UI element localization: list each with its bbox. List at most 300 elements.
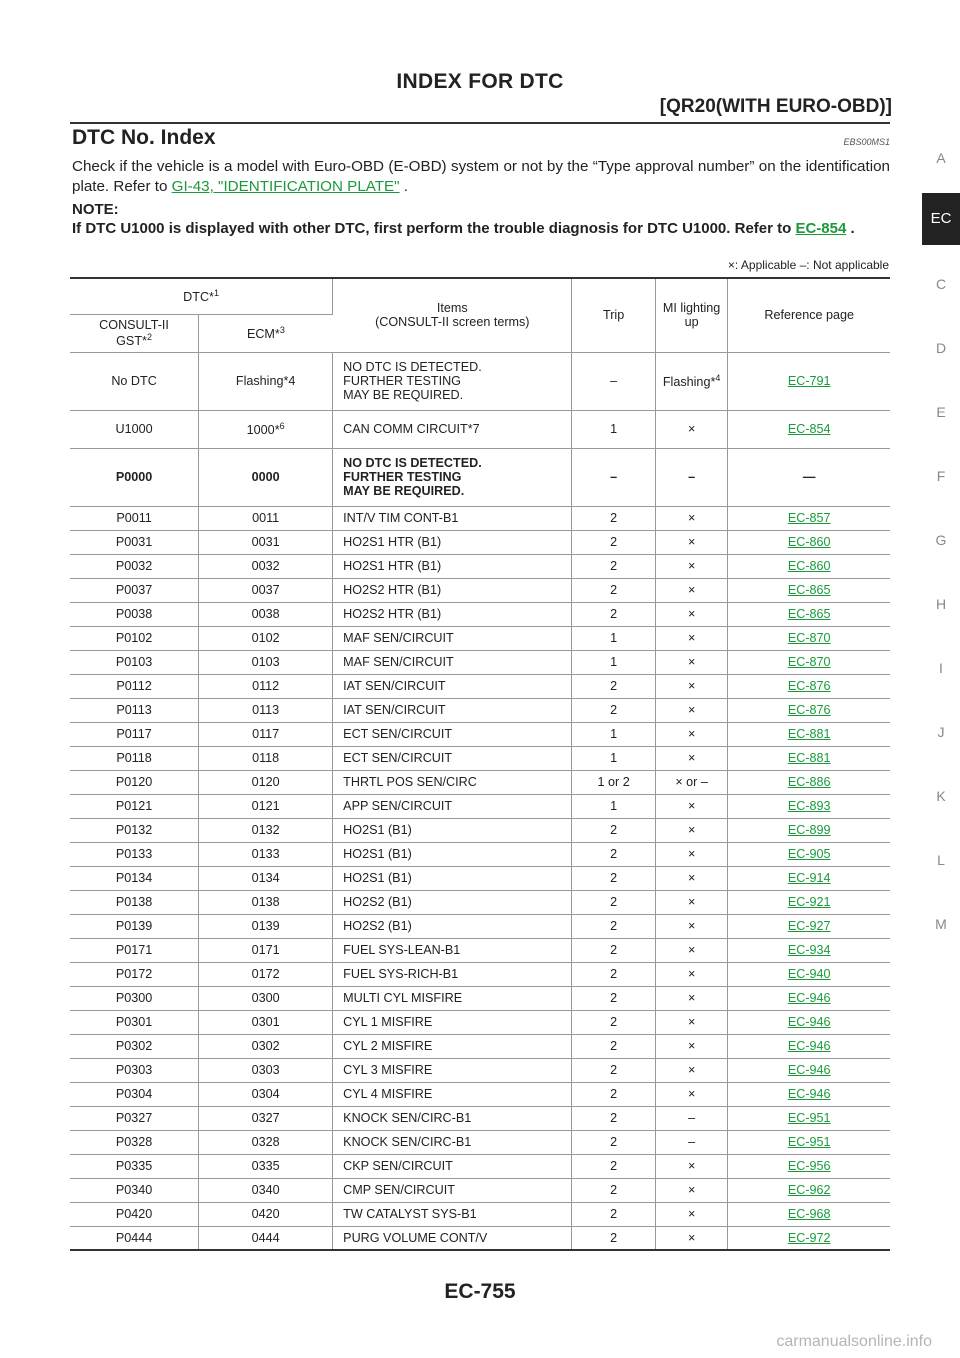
table-row	[70, 506, 890, 530]
cell-trip: 1	[572, 722, 655, 746]
cell-reference	[728, 1202, 890, 1226]
reference-link[interactable]: EC-865	[787, 607, 831, 621]
table-row	[70, 818, 890, 842]
cell-items: APP SEN/CIRCUIT	[333, 794, 572, 818]
cell-mi-lighting: ×	[655, 722, 728, 746]
cell-reference	[728, 842, 890, 866]
table-row	[70, 746, 890, 770]
cell-consult-gst: P0303	[70, 1058, 199, 1082]
cell-items: CYL 3 MISFIRE	[333, 1058, 572, 1082]
cell-mi-lighting: ×	[655, 986, 728, 1010]
page-header-title: INDEX FOR DTC	[396, 70, 564, 93]
cell-items: NO DTC IS DETECTED. FURTHER TESTING MAY BE REQUIRED.	[333, 448, 572, 506]
cell-trip: 2	[572, 602, 655, 626]
cell-ecm: 0134	[199, 866, 333, 890]
cell-ecm: 0300	[199, 986, 333, 1010]
cell-trip: 2	[572, 1130, 655, 1154]
cell-reference	[728, 722, 890, 746]
cell-trip: 2	[572, 1010, 655, 1034]
section-tab-ec[interactable]: EC	[922, 193, 960, 245]
reference-link[interactable]: EC-946	[787, 1039, 831, 1053]
cell-mi-lighting: ×	[655, 1010, 728, 1034]
cell-consult-gst: P0102	[70, 626, 199, 650]
cell-trip: 2	[572, 578, 655, 602]
reference-link[interactable]: EC-870	[787, 655, 831, 669]
table-row	[70, 986, 890, 1010]
section-tab-m[interactable]: M	[935, 916, 947, 932]
cell-items: CYL 4 MISFIRE	[333, 1082, 572, 1106]
cell-reference	[728, 1226, 890, 1250]
table-row	[70, 698, 890, 722]
reference-link[interactable]: EC-946	[787, 991, 831, 1005]
reference-link[interactable]: EC-968	[787, 1207, 831, 1221]
cell-consult-gst: P0301	[70, 1010, 199, 1034]
cell-reference	[728, 794, 890, 818]
cell-items: HO2S2 (B1)	[333, 914, 572, 938]
cell-items: IAT SEN/CIRCUIT	[333, 674, 572, 698]
table-row	[70, 554, 890, 578]
cell-consult-gst: P0132	[70, 818, 199, 842]
table-row	[70, 626, 890, 650]
cell-mi-lighting: –	[655, 1130, 728, 1154]
cell-items: HO2S1 (B1)	[333, 842, 572, 866]
cell-mi-lighting: ×	[655, 1082, 728, 1106]
cell-items: HO2S1 HTR (B1)	[333, 530, 572, 554]
reference-link[interactable]: EC-886	[787, 775, 831, 789]
reference-link[interactable]: EC-951	[787, 1111, 831, 1125]
cell-consult-gst: P0302	[70, 1034, 199, 1058]
note-tail: .	[846, 220, 855, 237]
cell-ecm: 0327	[199, 1106, 333, 1130]
reference-link[interactable]: EC-940	[787, 967, 831, 981]
cell-trip: 2	[572, 962, 655, 986]
table-row	[70, 1082, 890, 1106]
cell-mi-lighting: ×	[655, 410, 728, 448]
reference-link[interactable]: EC-962	[787, 1183, 831, 1197]
cell-consult-gst: P0103	[70, 650, 199, 674]
page-number: EC-755	[444, 1280, 516, 1303]
cell-trip: 2	[572, 698, 655, 722]
cell-trip: 2	[572, 842, 655, 866]
cell-ecm: 0302	[199, 1034, 333, 1058]
cell-reference	[728, 578, 890, 602]
cell-ecm: 0303	[199, 1058, 333, 1082]
cell-trip: 2	[572, 1178, 655, 1202]
cell-ecm: 0121	[199, 794, 333, 818]
cell-items: HO2S2 HTR (B1)	[333, 602, 572, 626]
cell-reference	[728, 1082, 890, 1106]
cell-items: KNOCK SEN/CIRC-B1	[333, 1106, 572, 1130]
reference-link[interactable]: EC-946	[787, 1015, 831, 1029]
cell-mi-lighting: ×	[655, 530, 728, 554]
cell-ecm: 0037	[199, 578, 333, 602]
table-row	[70, 890, 890, 914]
applicability-legend: ×: Applicable –: Not applicable	[727, 258, 889, 272]
cell-mi-lighting: ×	[655, 818, 728, 842]
cell-mi-lighting: ×	[655, 866, 728, 890]
intro-paragraph	[72, 157, 890, 197]
intro-tail: .	[399, 178, 409, 195]
table-row	[70, 1034, 890, 1058]
cell-reference	[728, 1178, 890, 1202]
cell-reference	[728, 818, 890, 842]
cell-mi-lighting: ×	[655, 914, 728, 938]
cell-reference	[728, 530, 890, 554]
table-row	[70, 602, 890, 626]
cell-ecm: 0000	[199, 448, 333, 506]
cell-mi-lighting: ×	[655, 842, 728, 866]
table-row	[70, 842, 890, 866]
cell-ecm: 0172	[199, 962, 333, 986]
header-trip: Trip	[572, 278, 655, 352]
table-row	[70, 1178, 890, 1202]
cell-consult-gst: P0120	[70, 770, 199, 794]
section-tab-i[interactable]: I	[939, 660, 943, 676]
header-mi-lighting: MI lighting up	[655, 278, 728, 352]
cell-items: ECT SEN/CIRCUIT	[333, 722, 572, 746]
header-items: Items (CONSULT-II screen terms)	[333, 278, 572, 352]
cell-mi-lighting: ×	[655, 746, 728, 770]
cell-items: HO2S1 HTR (B1)	[333, 554, 572, 578]
cell-consult-gst: P0117	[70, 722, 199, 746]
header-reference-page: Reference page	[728, 278, 890, 352]
reference-link[interactable]: EC-865	[787, 583, 831, 597]
cell-ecm: 0132	[199, 818, 333, 842]
cell-consult-gst: P0133	[70, 842, 199, 866]
cell-items: CYL 2 MISFIRE	[333, 1034, 572, 1058]
cell-reference	[728, 1130, 890, 1154]
cell-consult-gst: P0000	[70, 448, 199, 506]
cell-mi-lighting: ×	[655, 794, 728, 818]
cell-consult-gst: P0300	[70, 986, 199, 1010]
cell-trip: 2	[572, 986, 655, 1010]
cell-mi-lighting: ×	[655, 1154, 728, 1178]
cell-ecm: 0304	[199, 1082, 333, 1106]
cell-trip: 1	[572, 410, 655, 448]
cell-consult-gst: P0328	[70, 1130, 199, 1154]
cell-reference	[728, 352, 890, 410]
cell-consult-gst: P0172	[70, 962, 199, 986]
cell-trip: 1	[572, 746, 655, 770]
reference-link[interactable]: EC-893	[787, 799, 831, 813]
cell-items: NO DTC IS DETECTED. FURTHER TESTING MAY BE REQUIRED.	[333, 352, 572, 410]
cell-reference	[728, 1154, 890, 1178]
cell-items: HO2S1 (B1)	[333, 866, 572, 890]
cell-ecm: 0171	[199, 938, 333, 962]
cell-ecm: 0103	[199, 650, 333, 674]
cell-reference	[728, 602, 890, 626]
note-heading: NOTE:	[72, 201, 119, 218]
cell-items: PURG VOLUME CONT/V	[333, 1226, 572, 1250]
cell-items: HO2S2 (B1)	[333, 890, 572, 914]
cell-trip: 2	[572, 506, 655, 530]
cell-items: HO2S2 HTR (B1)	[333, 578, 572, 602]
cell-items: CKP SEN/CIRCUIT	[333, 1154, 572, 1178]
cell-mi-lighting: ×	[655, 674, 728, 698]
reference-link[interactable]: EC-946	[787, 1087, 831, 1101]
cell-trip: 2	[572, 1226, 655, 1250]
cell-reference	[728, 650, 890, 674]
note-text: If DTC U1000 is displayed with other DTC, first perform the trouble diagnosis for DTC U1000. Refer to	[72, 220, 796, 237]
section-tab-k[interactable]: K	[936, 788, 946, 804]
cell-ecm: 0032	[199, 554, 333, 578]
cell-reference	[728, 770, 890, 794]
cell-consult-gst: P0340	[70, 1178, 199, 1202]
cell-trip: 2	[572, 1202, 655, 1226]
section-tab-g[interactable]: G	[935, 532, 947, 548]
reference-link[interactable]: EC-951	[787, 1135, 831, 1149]
cell-reference	[728, 1034, 890, 1058]
cell-trip: 2	[572, 554, 655, 578]
cell-consult-gst: P0444	[70, 1226, 199, 1250]
reference-link[interactable]: EC-860	[787, 535, 831, 549]
cell-ecm: 0102	[199, 626, 333, 650]
cell-ecm: 0011	[199, 506, 333, 530]
cell-reference	[728, 698, 890, 722]
cell-reference	[728, 962, 890, 986]
note-ec-link[interactable]: EC-854	[795, 220, 847, 237]
cell-reference	[728, 1106, 890, 1130]
cell-ecm: 0112	[199, 674, 333, 698]
cell-trip: 2	[572, 1058, 655, 1082]
cell-items: CYL 1 MISFIRE	[333, 1010, 572, 1034]
cell-reference	[728, 866, 890, 890]
table-row	[70, 448, 890, 506]
cell-reference	[728, 1010, 890, 1034]
cell-trip: 1	[572, 650, 655, 674]
header-dtc: DTC*$^1$	[70, 278, 333, 314]
page-header-subtitle: [QR20(WITH EURO-OBD)]	[659, 96, 892, 117]
reference-link[interactable]: EC-854	[787, 422, 831, 436]
section-tab-f[interactable]: F	[936, 468, 946, 484]
cell-items: FUEL SYS-LEAN-B1	[333, 938, 572, 962]
cell-mi-lighting: Flashing*$^4$	[655, 352, 728, 410]
cell-consult-gst: P0171	[70, 938, 199, 962]
cell-ecm: 0113	[199, 698, 333, 722]
table-row	[70, 770, 890, 794]
cell-items: FUEL SYS-RICH-B1	[333, 962, 572, 986]
cell-ecm: Flashing*4	[199, 352, 333, 410]
cell-mi-lighting: ×	[655, 1202, 728, 1226]
cell-consult-gst: P0139	[70, 914, 199, 938]
section-tab-e[interactable]: E	[936, 404, 946, 420]
cell-ecm: 0340	[199, 1178, 333, 1202]
cell-trip: 1 or 2	[572, 770, 655, 794]
cell-mi-lighting: ×	[655, 938, 728, 962]
cell-items: IAT SEN/CIRCUIT	[333, 698, 572, 722]
section-title: DTC No. Index	[72, 126, 216, 149]
cell-mi-lighting: × or –	[655, 770, 728, 794]
cell-mi-lighting: ×	[655, 602, 728, 626]
cell-trip: 2	[572, 1106, 655, 1130]
reference-link[interactable]: EC-934	[787, 943, 831, 957]
cell-reference	[728, 1058, 890, 1082]
cell-reference	[728, 890, 890, 914]
reference-link[interactable]: EC-870	[787, 631, 831, 645]
table-row	[70, 674, 890, 698]
reference-link[interactable]: EC-881	[787, 751, 831, 765]
cell-items: TW CATALYST SYS-B1	[333, 1202, 572, 1226]
header-consult-gst: CONSULT-II GST*$^2$	[70, 314, 199, 352]
cell-ecm: 0117	[199, 722, 333, 746]
cell-trip: 2	[572, 938, 655, 962]
cell-ecm: 0301	[199, 1010, 333, 1034]
cell-consult-gst: P0011	[70, 506, 199, 530]
section-tab-h[interactable]: H	[935, 596, 947, 612]
table-row	[70, 650, 890, 674]
watermark: carmanualsonline.info	[776, 1333, 932, 1350]
cell-consult-gst: P0335	[70, 1154, 199, 1178]
cell-items: MAF SEN/CIRCUIT	[333, 650, 572, 674]
reference-link[interactable]: EC-876	[787, 703, 831, 717]
intro-text: Check if the vehicle is a model with Euro-OBD (E-OBD) system or not by the “Type approval number” on the identification plate. Refer to	[72, 158, 890, 195]
table-row	[70, 1106, 890, 1130]
identification-plate-link[interactable]: GI-43, "IDENTIFICATION PLATE"	[171, 178, 400, 195]
cell-ecm: 0031	[199, 530, 333, 554]
cell-ecm: 0138	[199, 890, 333, 914]
note-body	[72, 219, 890, 239]
table-row	[70, 530, 890, 554]
cell-ecm: 0420	[199, 1202, 333, 1226]
cell-mi-lighting: ×	[655, 1058, 728, 1082]
table-row	[70, 794, 890, 818]
cell-mi-lighting: ×	[655, 962, 728, 986]
cell-reference	[728, 506, 890, 530]
cell-items: CMP SEN/CIRCUIT	[333, 1178, 572, 1202]
cell-trip: 2	[572, 1154, 655, 1178]
table-row	[70, 410, 890, 448]
table-row	[70, 352, 890, 410]
cell-consult-gst: P0037	[70, 578, 199, 602]
table-row	[70, 1202, 890, 1226]
section-code: EBS00MS1	[843, 137, 890, 147]
table-row	[70, 962, 890, 986]
cell-consult-gst: P0138	[70, 890, 199, 914]
table-row	[70, 722, 890, 746]
cell-items: CAN COMM CIRCUIT*7	[333, 410, 572, 448]
cell-mi-lighting: –	[655, 1106, 728, 1130]
cell-consult-gst: P0118	[70, 746, 199, 770]
cell-trip: 2	[572, 530, 655, 554]
cell-items: KNOCK SEN/CIRC-B1	[333, 1130, 572, 1154]
reference-link[interactable]: EC-914	[787, 871, 831, 885]
reference-link[interactable]: EC-972	[787, 1230, 831, 1245]
cell-mi-lighting: ×	[655, 554, 728, 578]
cell-reference	[728, 746, 890, 770]
cell-mi-lighting: ×	[655, 650, 728, 674]
cell-reference	[728, 986, 890, 1010]
cell-items: INT/V TIM CONT-B1	[333, 506, 572, 530]
table-row	[70, 1130, 890, 1154]
table-row	[70, 1010, 890, 1034]
cell-items: MULTI CYL MISFIRE	[333, 986, 572, 1010]
reference-link[interactable]: EC-946	[787, 1063, 831, 1077]
cell-trip: 2	[572, 1034, 655, 1058]
reference-link[interactable]: EC-791	[787, 374, 831, 388]
reference-link[interactable]: EC-905	[787, 847, 831, 861]
cell-consult-gst: P0134	[70, 866, 199, 890]
cell-consult-gst: P0112	[70, 674, 199, 698]
cell-consult-gst: P0327	[70, 1106, 199, 1130]
cell-ecm: 0118	[199, 746, 333, 770]
dtc-index-table	[70, 277, 890, 1251]
section-tab-a[interactable]: A	[936, 150, 946, 166]
cell-items: HO2S1 (B1)	[333, 818, 572, 842]
cell-reference	[728, 554, 890, 578]
header-ecm: ECM*$^3$	[199, 314, 333, 352]
section-tab-j[interactable]: J	[937, 724, 945, 740]
reference-link[interactable]: EC-921	[787, 895, 831, 909]
cell-consult-gst: P0121	[70, 794, 199, 818]
cell-trip: 1	[572, 794, 655, 818]
section-tab-c[interactable]: C	[935, 276, 947, 292]
table-row	[70, 938, 890, 962]
reference-link[interactable]: EC-857	[787, 511, 831, 525]
cell-trip: 2	[572, 818, 655, 842]
cell-trip: 2	[572, 674, 655, 698]
cell-mi-lighting: ×	[655, 626, 728, 650]
cell-trip: 2	[572, 890, 655, 914]
cell-mi-lighting: ×	[655, 698, 728, 722]
cell-reference: —	[728, 448, 890, 506]
cell-mi-lighting: –	[655, 448, 728, 506]
cell-trip: –	[572, 352, 655, 410]
table-row	[70, 1058, 890, 1082]
cell-reference	[728, 914, 890, 938]
cell-consult-gst: U1000	[70, 410, 199, 448]
cell-mi-lighting: ×	[655, 1226, 728, 1250]
reference-link[interactable]: EC-956	[787, 1159, 831, 1173]
cell-ecm: 0328	[199, 1130, 333, 1154]
reference-link[interactable]: EC-860	[787, 559, 831, 573]
cell-mi-lighting: ×	[655, 506, 728, 530]
cell-ecm: 1000*$^6$	[199, 410, 333, 448]
cell-mi-lighting: ×	[655, 1034, 728, 1058]
cell-trip: –	[572, 448, 655, 506]
cell-items: THRTL POS SEN/CIRC	[333, 770, 572, 794]
cell-consult-gst: P0420	[70, 1202, 199, 1226]
section-tab-l[interactable]: L	[937, 852, 945, 868]
cell-items: ECT SEN/CIRCUIT	[333, 746, 572, 770]
reference-link[interactable]: EC-899	[787, 823, 831, 837]
cell-ecm: 0133	[199, 842, 333, 866]
reference-link[interactable]: EC-927	[787, 919, 831, 933]
cell-reference	[728, 674, 890, 698]
section-tab-d[interactable]: D	[935, 340, 947, 356]
cell-ecm: 0444	[199, 1226, 333, 1250]
reference-link[interactable]: EC-881	[787, 727, 831, 741]
cell-ecm: 0139	[199, 914, 333, 938]
cell-consult-gst: P0304	[70, 1082, 199, 1106]
table-row	[70, 866, 890, 890]
cell-consult-gst: P0113	[70, 698, 199, 722]
cell-trip: 2	[572, 866, 655, 890]
cell-trip: 1	[572, 626, 655, 650]
cell-ecm: 0335	[199, 1154, 333, 1178]
cell-mi-lighting: ×	[655, 1178, 728, 1202]
cell-consult-gst: P0031	[70, 530, 199, 554]
cell-items: MAF SEN/CIRCUIT	[333, 626, 572, 650]
reference-link[interactable]: EC-876	[787, 679, 831, 693]
table-row	[70, 914, 890, 938]
cell-ecm: 0120	[199, 770, 333, 794]
cell-consult-gst: P0032	[70, 554, 199, 578]
cell-mi-lighting: ×	[655, 890, 728, 914]
cell-reference	[728, 938, 890, 962]
cell-consult-gst: P0038	[70, 602, 199, 626]
table-row	[70, 1154, 890, 1178]
cell-ecm: 0038	[199, 602, 333, 626]
